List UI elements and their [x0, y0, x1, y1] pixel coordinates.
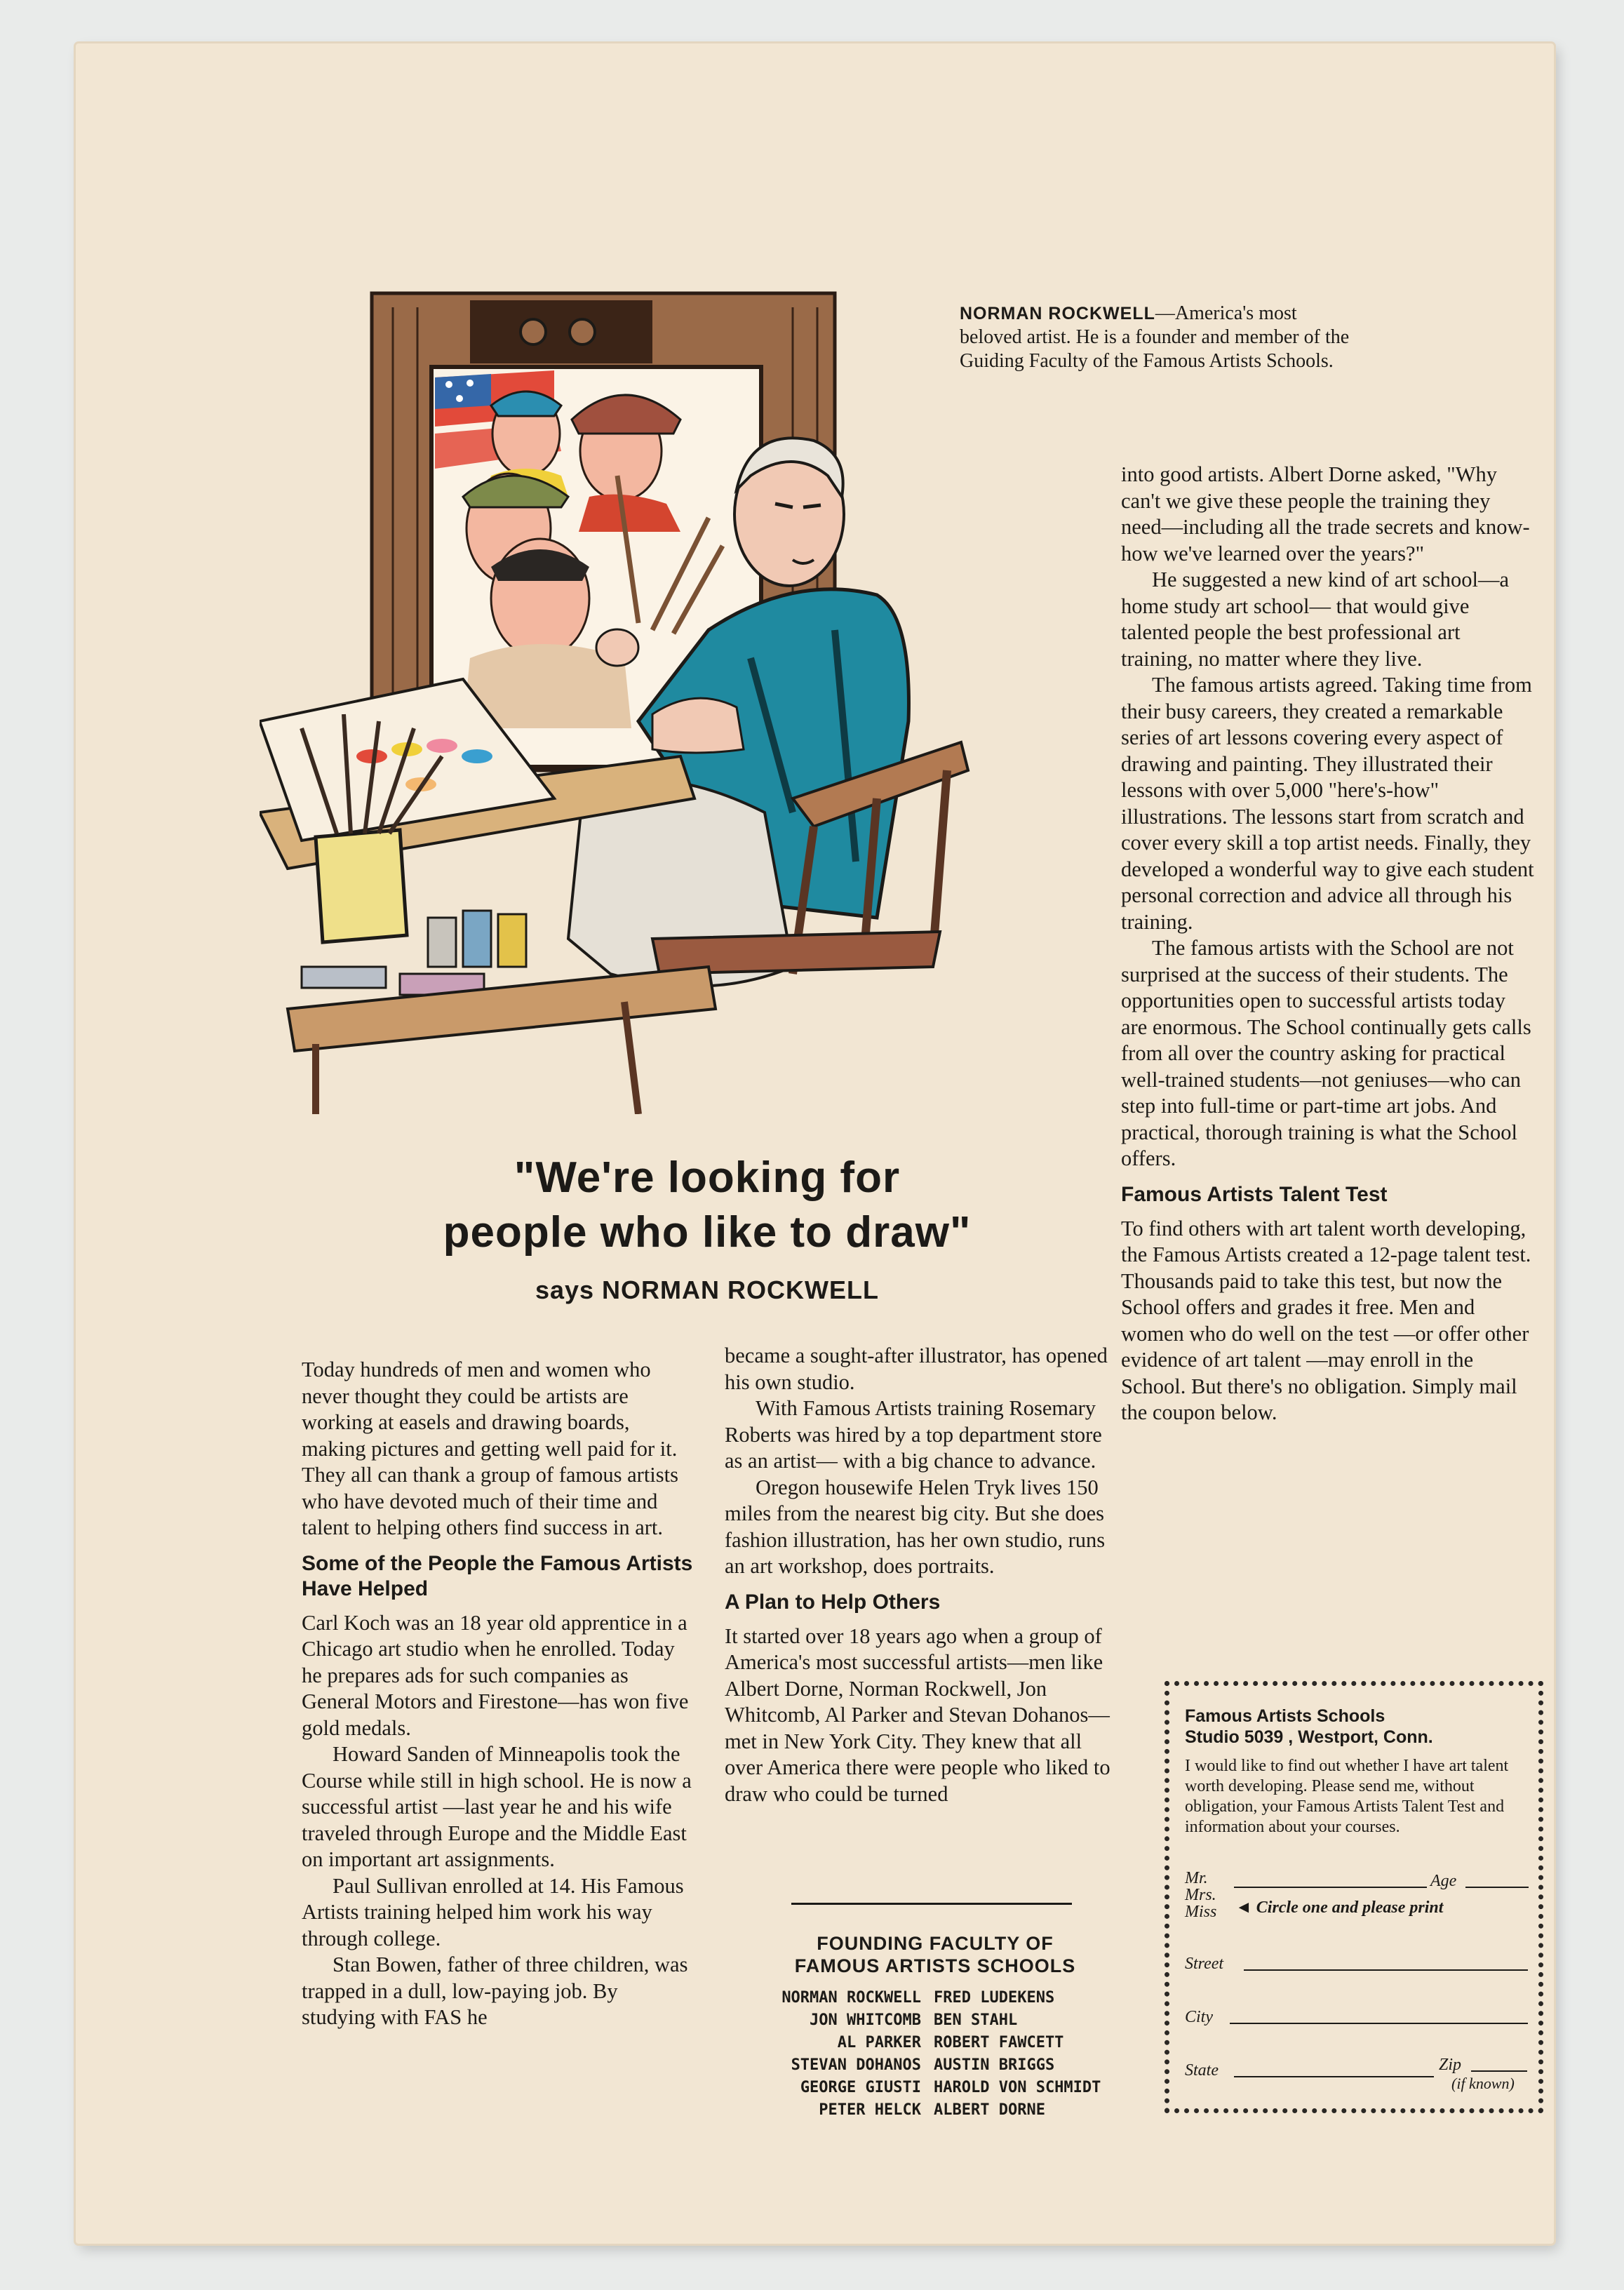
faculty-row: [728, 2054, 1149, 2077]
faculty-row: [728, 2077, 1149, 2099]
age-line[interactable]: [1465, 1887, 1529, 1888]
faculty-name: NORMAN ROCKWELL: [781, 1989, 921, 2007]
faculty-name: HAROLD VON SCHMIDT: [934, 2079, 1101, 2096]
paragraph: With Famous Artists training Rosemary Roberts was hired by a top department store as an artist— with a big chance to advance.: [725, 1396, 1102, 1473]
age-label: Age: [1430, 1872, 1457, 1890]
state-field[interactable]: [1185, 2056, 1529, 2092]
faculty-row: [728, 2099, 1149, 2122]
state-line[interactable]: [1234, 2076, 1434, 2077]
faculty-name: ALBERT DORNE: [934, 2101, 1045, 2119]
paragraph: Paul Sullivan enrolled at 14. His Famous Artists training helped him work his way through college.: [302, 1873, 684, 1950]
caption-name: NORMAN ROCKWELL: [960, 304, 1155, 323]
faculty-name: JON WHITCOMB: [810, 2011, 921, 2029]
mail-coupon[interactable]: [1165, 1681, 1543, 2113]
byline: says NORMAN ROCKWELL: [535, 1275, 880, 1304]
name-line[interactable]: [1234, 1887, 1427, 1888]
zip-label: Zip: [1439, 2056, 1462, 2074]
faculty-name: GEORGE GIUSTI: [800, 2079, 921, 2096]
faculty-row: [728, 2032, 1149, 2054]
faculty-row: [728, 1987, 1149, 2009]
paragraph: Carl Koch was an 18 year old apprentice in a Chicago art studio when he enrolled. Today he prepares ads for such companies as General Motors and Firestone—has won five gold medals.: [302, 1610, 689, 1740]
rockwell-painting-illustration: [260, 265, 1108, 1114]
city-label: City: [1185, 2008, 1213, 2026]
paragraph: Howard Sanden of Minneapolis took the Course while still in high school. He is now a successful artist —last year he and his wife traveled through Europe and the Middle East on important art assignments.: [302, 1742, 692, 1871]
paragraph: Stan Bowen, father of three children, was trapped in a dull, low-paying job. By studying with FAS he: [302, 1953, 688, 2029]
divider: [791, 1903, 1072, 1905]
title-mr[interactable]: Mr.: [1185, 1869, 1208, 1887]
faculty-name: AUSTIN BRIGGS: [934, 2056, 1055, 2074]
headline-line-1: "We're looking for: [514, 1153, 901, 1202]
headline: [265, 1151, 1149, 1260]
street-line[interactable]: [1244, 1969, 1528, 1971]
paragraph: The famous artists agreed. Taking time from their busy careers, they created a remarkable series of art lessons covering every aspect of drawing and painting. They illustrated their lessons with over 5,000 "here's-how" illustrations. The lessons start from scratch and cover every skill a top artist needs. Finally, they developed a wonderful way to give each student personal correction and advice all through his training.: [1121, 673, 1534, 934]
faculty-row: [728, 2009, 1149, 2032]
paragraph: He suggested a new kind of art school—a home study art school— that would give talented people the best professional art training, no matter where they live.: [1121, 568, 1510, 671]
name-field[interactable]: [1185, 1870, 1529, 1926]
faculty-name: FRED LUDEKENS: [934, 1989, 1055, 2007]
section-heading: A Plan to Help Others: [725, 1590, 941, 1614]
headline-line-2: people who like to draw": [443, 1208, 972, 1257]
section-heading: Some of the People the Famous Artists Have Helped: [302, 1551, 693, 1600]
coupon-org-address: Studio 5039 , Westport, Conn.: [1185, 1727, 1433, 1747]
faculty-name: STEVAN DOHANOS: [791, 2056, 921, 2074]
faculty-name: BEN STAHL: [934, 2011, 1018, 2029]
circle-instruction: ◄ Circle one and please print: [1235, 1899, 1444, 1917]
zip-if-known: (if known): [1451, 2075, 1515, 2092]
paragraph: Oregon housewife Helen Tryk lives 150 miles from the nearest big city. But she does fashion illustration, has her own studio, runs an art workshop, does portraits.: [725, 1475, 1106, 1578]
paragraph: To find others with art talent worth developing, the Famous Artists created a 12-page talent test. Thousands paid to take this test, but now the School offers and grades it free. Men and women who do well on the test —or offer other evidence of art talent —may enroll in the School. But there's no obligation. Simply mail the coupon below.: [1121, 1216, 1531, 1424]
magazine-page: [76, 43, 1554, 2244]
title-miss[interactable]: Miss: [1185, 1903, 1217, 1921]
circle-instruction-text: Circle one and please print: [1256, 1899, 1444, 1917]
paragraph: became a sought-after illustrator, has opened his own studio.: [725, 1344, 1108, 1394]
rockwell-caption: [960, 302, 1353, 373]
title-mrs[interactable]: Mrs.: [1185, 1886, 1216, 1904]
paragraph: The famous artists with the School are not surprised at the success of their students. The opportunities open to successful artists today are enormous. The School continually gets calls from all over the country asking for practical well-trained students—not geniuses—who can step into full-time or part-time art jobs. And practical, thorough training is what the School offers.: [1121, 936, 1531, 1170]
street-field[interactable]: [1185, 1954, 1529, 1974]
faculty-title-line-2: FAMOUS ARTISTS SCHOOLS: [794, 1955, 1076, 1976]
column-1: [302, 1357, 694, 2031]
street-label: Street: [1185, 1955, 1224, 1973]
column-2: [725, 1343, 1125, 1807]
city-line[interactable]: [1230, 2023, 1528, 2024]
faculty-name: ROBERT FAWCETT: [934, 2034, 1064, 2051]
paragraph: into good artists. Albert Dorne asked, "Why can't we give these people the training they need—including all the trade secrets and know-how we've learned over the years?": [1121, 462, 1530, 565]
city-field[interactable]: [1185, 2007, 1529, 2028]
faculty-title-line-1: FOUNDING FACULTY OF: [817, 1933, 1054, 1954]
zip-line[interactable]: [1471, 2070, 1527, 2072]
column-3: [1121, 462, 1535, 1426]
state-label: State: [1185, 2061, 1219, 2080]
faculty-name: PETER HELCK: [819, 2101, 921, 2119]
paragraph: Today hundreds of men and women who never thought they could be artists are working at easels and drawing boards, making pictures and getting well paid for it. They all can thank a group of famous artists who have devoted much of their time and talent to helping others find success in art.: [302, 1358, 678, 1539]
coupon-org-name: Famous Artists Schools: [1185, 1706, 1385, 1726]
coupon-blurb: I would like to find out whether I have art talent worth developing. Please send me, without obligation, your Famous Artists Talent Test and information about your courses.: [1185, 1757, 1509, 1836]
caption-text: —America's most beloved artist. He is a founder and member of the Guiding Faculty of the Famous Artists Schools.: [960, 302, 1350, 372]
section-heading: Famous Artists Talent Test: [1121, 1182, 1388, 1206]
faculty-list: [728, 1987, 1149, 2122]
faculty-name: AL PARKER: [837, 2034, 921, 2051]
faculty-title: [728, 1932, 1142, 1977]
paragraph: It started over 18 years ago when a group of America's most successful artists—men like Albert Dorne, Norman Rockwell, Jon Whitcomb, Al Parker and Stevan Dohanos—met in New York City. They knew that all over America there were people who liked to draw who could be turned: [725, 1623, 1110, 1806]
